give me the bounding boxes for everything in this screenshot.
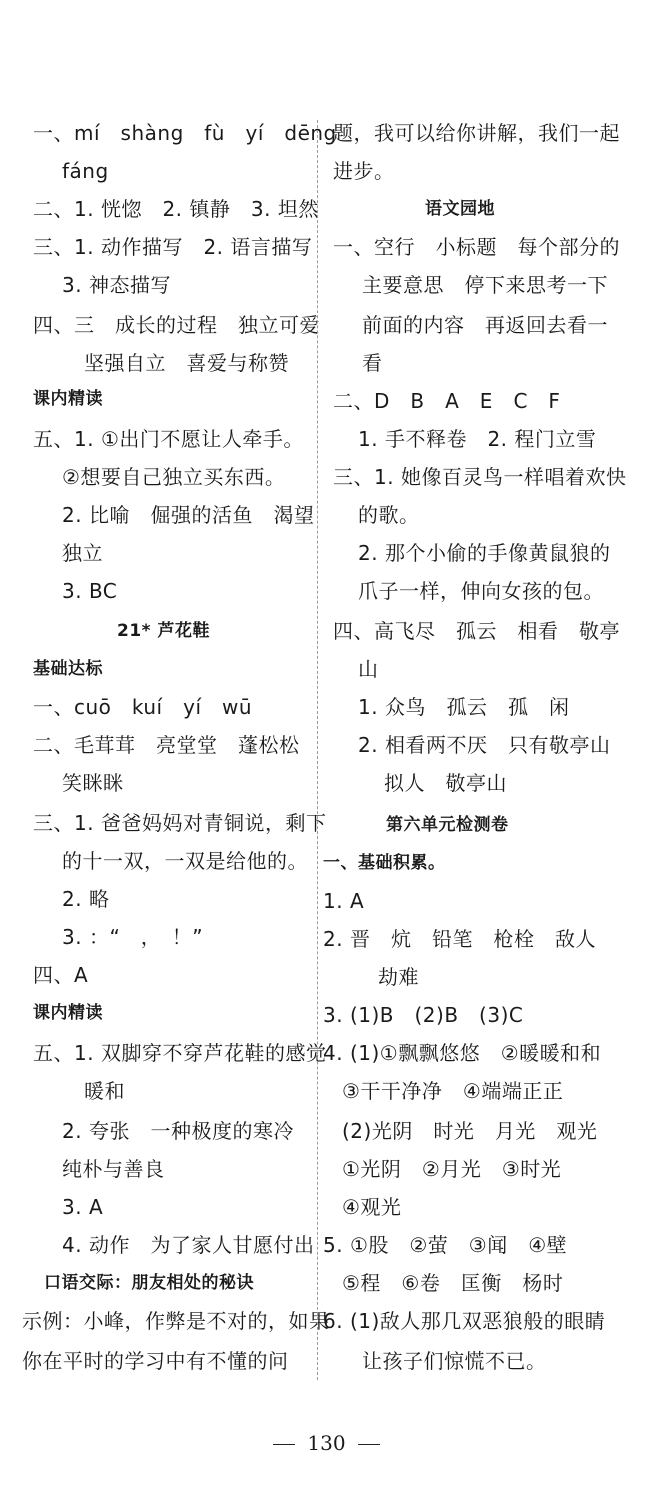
answer-line: 2. 比喻 倔强的活鱼 渴望 bbox=[62, 503, 315, 527]
answer-line: 4. (1)①飘飘悠悠 ②暖暖和和 bbox=[323, 1041, 602, 1065]
page-number-dash-right bbox=[358, 1444, 380, 1445]
answer-line: 1. 众鸟 孤云 孤 闲 bbox=[358, 695, 570, 719]
answer-line: 的十一双，一双是给他的。 bbox=[62, 849, 308, 873]
answer-line: 纯朴与善良 bbox=[62, 1157, 165, 1181]
answer-line: fáng bbox=[62, 159, 109, 183]
page-number bbox=[0, 1430, 653, 1456]
section-heading: 课内精读 bbox=[33, 389, 103, 409]
answer-line: 独立 bbox=[62, 541, 103, 565]
answer-line: 一、空行 小标题 每个部分的 bbox=[333, 235, 620, 259]
answer-line: 2. 夸张 一种极度的寒冷 bbox=[62, 1119, 294, 1143]
answer-line: 四、三 成长的过程 独立可爱 bbox=[33, 313, 320, 337]
answer-line: ①光阴 ②月光 ③时光 bbox=[342, 1157, 562, 1181]
answer-line: 二、1. 恍惚 2. 镇静 3. 坦然 bbox=[33, 197, 319, 221]
answer-line: 1. 手不释卷 2. 程门立雪 bbox=[358, 427, 597, 451]
answer-line: 四、高飞尽 孤云 相看 敬亭 bbox=[333, 619, 620, 643]
answer-line: 坚强自立 喜爱与称赞 bbox=[84, 351, 289, 375]
answer-line: 山 bbox=[358, 657, 379, 681]
section-heading: 第六单元检测卷 bbox=[386, 815, 509, 835]
section-heading: 口语交际：朋友相处的秘诀 bbox=[44, 1273, 254, 1293]
column-divider bbox=[317, 120, 318, 1380]
lesson-title: 21* 芦花鞋 bbox=[117, 621, 210, 641]
answer-line: 三、1. 动作描写 2. 语言描写 bbox=[33, 235, 313, 259]
answer-line: ②想要自己独立买东西。 bbox=[62, 465, 286, 489]
answer-line: 3. ：“ ， ！” bbox=[62, 925, 204, 949]
answer-line: 5. ①股 ②萤 ③闻 ④壁 bbox=[323, 1233, 568, 1257]
answer-line: 笑眯眯 bbox=[62, 771, 124, 795]
answer-line: 4. 动作 为了家人甘愿付出 bbox=[62, 1233, 315, 1257]
section-heading: 课内精读 bbox=[33, 1003, 103, 1023]
answer-line: 1. A bbox=[323, 889, 365, 913]
answer-line: 暖和 bbox=[84, 1079, 125, 1103]
answer-line: 2. 相看两不厌 只有敬亭山 bbox=[358, 733, 611, 757]
answer-line: ⑤程 ⑥卷 匡衡 杨时 bbox=[342, 1271, 564, 1295]
answer-line: 题，我可以给你讲解，我们一起 bbox=[333, 121, 620, 145]
answer-line: 进步。 bbox=[333, 159, 395, 183]
answer-line: 让孩子们惊慌不已。 bbox=[362, 1349, 547, 1373]
answer-line: 四、A bbox=[33, 963, 89, 987]
answer-line: 爪子一样，伸向女孩的包。 bbox=[358, 579, 604, 603]
answer-line: 3. BC bbox=[62, 579, 118, 603]
answer-line: 2. 略 bbox=[62, 887, 110, 911]
answer-line: 2. 晋 炕 铅笔 枪栓 敌人 bbox=[323, 927, 596, 951]
section-heading: 语文园地 bbox=[425, 199, 495, 219]
answer-line: 主要意思 停下来思考一下 bbox=[362, 273, 608, 297]
answer-line: 拟人 敬亭山 bbox=[384, 771, 507, 795]
answer-line: 你在平时的学习中有不懂的问 bbox=[22, 1349, 289, 1373]
answer-line: 3. A bbox=[62, 1195, 104, 1219]
answer-line: 二、毛茸茸 亮堂堂 蓬松松 bbox=[33, 733, 300, 757]
answer-line: ④观光 bbox=[342, 1195, 402, 1219]
section-heading: 基础达标 bbox=[33, 659, 103, 679]
answer-line: 一、cuō kuí yí wū bbox=[33, 695, 253, 719]
answer-line: 2. 那个小偷的手像黄鼠狼的 bbox=[358, 541, 611, 565]
answer-line: 3. 神态描写 bbox=[62, 273, 171, 297]
answer-line: 三、1. 爸爸妈妈对青铜说，剩下 bbox=[33, 811, 327, 835]
page-number-dash-left bbox=[273, 1444, 295, 1445]
answer-line: (2)光阴 时光 月光 观光 bbox=[342, 1119, 598, 1143]
answer-line: 6. (1)敌人那几双恶狼般的眼睛 bbox=[323, 1309, 606, 1333]
answer-line: 二、D B A E C F bbox=[333, 389, 561, 413]
answer-line: 看 bbox=[362, 351, 383, 375]
answer-line: 劫难 bbox=[378, 965, 419, 989]
section-heading: 一、基础积累。 bbox=[323, 853, 446, 873]
page-number-text: 130 bbox=[307, 1431, 346, 1455]
answer-line: 五、1. 双脚穿不穿芦花鞋的感觉 bbox=[33, 1041, 327, 1065]
answer-line: 五、1. ①出门不愿让人牵手。 bbox=[33, 427, 304, 451]
answer-line: 三、1. 她像百灵鸟一样唱着欢快 bbox=[333, 465, 627, 489]
answer-line: ③干干净净 ④端端正正 bbox=[342, 1079, 564, 1103]
answer-line: 的歌。 bbox=[358, 503, 420, 527]
answer-line: 示例：小峰，作弊是不对的，如果 bbox=[22, 1309, 330, 1333]
answer-line: 3. (1)B (2)B (3)C bbox=[323, 1003, 524, 1027]
answer-line: 前面的内容 再返回去看一 bbox=[362, 313, 608, 337]
answer-line: 一、mí shàng fù yí dēng bbox=[33, 121, 337, 145]
